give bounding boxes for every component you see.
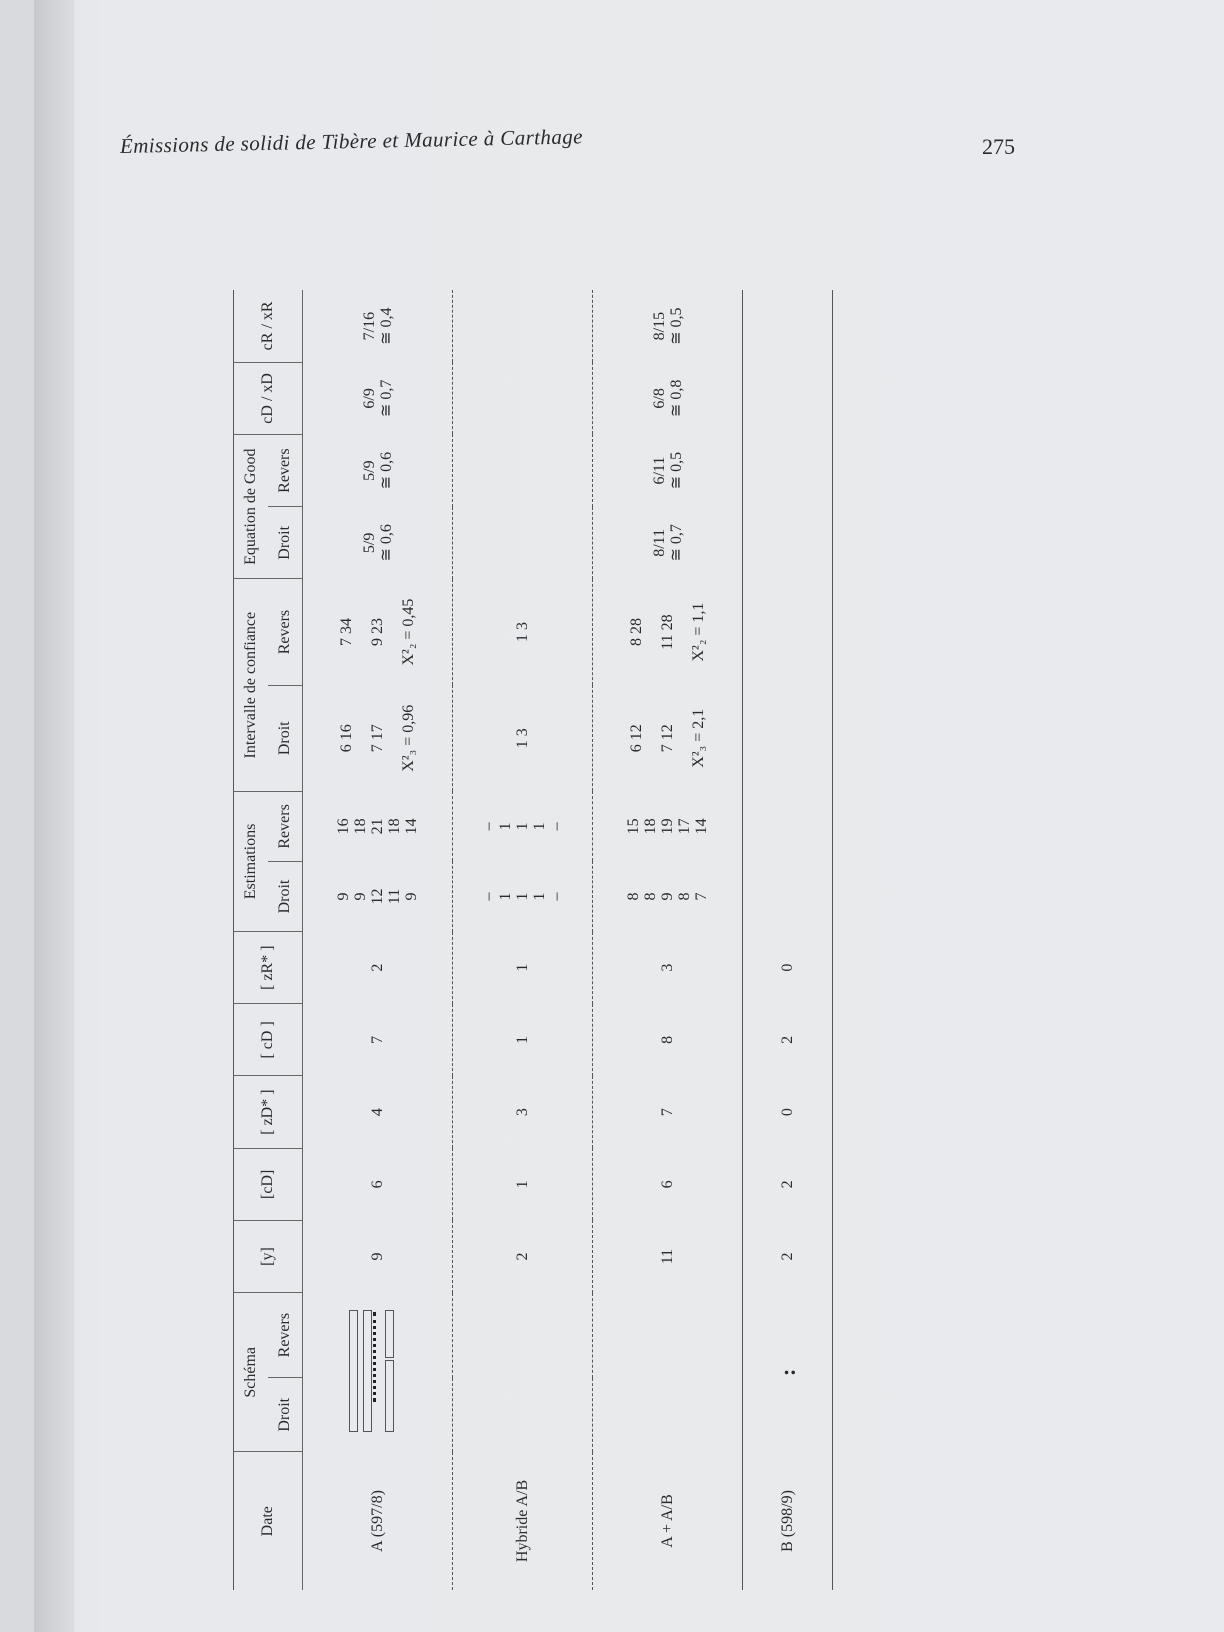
- cell-y: 9: [368, 1252, 386, 1261]
- cell-int-droit: 1 3: [453, 685, 593, 791]
- table-row: [743, 290, 833, 1590]
- col-cD: [cD]: [234, 1148, 303, 1220]
- schema-cell: [593, 1293, 743, 1452]
- row-date: B (598/9): [743, 1452, 833, 1590]
- col-cD2: [ cD ]: [234, 1004, 303, 1076]
- cell-int-revers: 7 34 9 23 X²₂ = 0,45: [338, 598, 417, 666]
- row-date: A (597/8): [368, 1490, 386, 1552]
- cell-good-droit: 8/11 ≅ 0,7: [593, 507, 743, 579]
- cell-ratio-r: 8/15 ≅ 0,5: [593, 290, 743, 362]
- col-intervalle: Intervalle de confiance: [234, 579, 269, 791]
- cell-est-revers: 16 18 21 18 14: [335, 818, 420, 835]
- cell-est-droit: 9 9 12 11 9: [335, 888, 420, 905]
- col-int-droit: Droit: [268, 685, 303, 791]
- page-gutter: [34, 0, 74, 1632]
- cell-ratio-d: 6/8 ≅ 0,8: [593, 362, 743, 434]
- cell-zD: 4: [368, 1108, 386, 1117]
- cell-zD: 3: [453, 1076, 593, 1148]
- col-ratio-r: cR / xR: [234, 290, 303, 362]
- row-date: Hybride A/B: [453, 1452, 593, 1590]
- cell-cD2: 2: [743, 1004, 833, 1076]
- cell-ratio-d: 6/9 ≅ 0,7: [360, 379, 395, 418]
- col-int-revers: Revers: [268, 579, 303, 685]
- col-schema-revers: Revers: [268, 1293, 303, 1378]
- col-y: [y]: [234, 1220, 303, 1292]
- cell-cD: 2: [743, 1148, 833, 1220]
- schema-cell: :: [743, 1293, 833, 1452]
- cell-cD: 1: [453, 1148, 593, 1220]
- cell-int-revers: 1 3: [453, 579, 593, 685]
- col-good: Equation de Good: [234, 434, 269, 578]
- cell-cD: 6: [368, 1180, 386, 1189]
- col-est-revers: Revers: [268, 791, 303, 861]
- cell-zR: 0: [743, 932, 833, 1004]
- cell-good-revers: 5/9 ≅ 0,6: [360, 451, 395, 490]
- table-row: [593, 290, 743, 1590]
- cell-est-droit: 8 8 9 8 7: [593, 861, 743, 931]
- cell-est-revers: – 1 1 1 –: [453, 791, 593, 861]
- page-number: 275: [982, 134, 1015, 159]
- cell-est-revers: 15 18 19 17 14: [593, 791, 743, 861]
- col-schema: Schéma: [234, 1293, 269, 1452]
- col-good-revers: Revers: [268, 434, 303, 506]
- cell-zR: 2: [368, 963, 386, 972]
- cell-zR: 3: [593, 932, 743, 1004]
- col-good-droit: Droit: [268, 507, 303, 579]
- cell-int-droit: 6 12 7 12 X²₃ = 2,1: [593, 685, 743, 791]
- cell-est-droit: – 1 1 1 –: [453, 861, 593, 931]
- cell-int-droit: 6 16 7 17 X²₃ = 0,96: [338, 704, 417, 772]
- table-row: [303, 290, 453, 1590]
- cell-good-revers: 6/11 ≅ 0,5: [593, 434, 743, 506]
- table-row: [453, 290, 593, 1590]
- cell-ratio-r: 7/16 ≅ 0,4: [360, 307, 395, 345]
- cell-cD2: 7: [368, 1035, 386, 1044]
- cell-y: 2: [453, 1220, 593, 1292]
- col-estimations: Estimations: [234, 791, 269, 931]
- cell-zR: 1: [453, 932, 593, 1004]
- schema-diagram: [345, 1302, 405, 1442]
- col-est-droit: Droit: [268, 861, 303, 931]
- cell-y: 11: [593, 1220, 743, 1292]
- schema-cell: [453, 1293, 593, 1452]
- cell-zD: 0: [743, 1076, 833, 1148]
- schema-cell: [303, 1293, 453, 1452]
- col-zR: [ zR* ]: [234, 932, 303, 1004]
- solidi-table: [233, 290, 834, 1590]
- col-schema-droit: Droit: [268, 1378, 303, 1452]
- rotated-data-table: [233, 290, 993, 1590]
- cell-good-droit: 5/9 ≅ 0,6: [360, 524, 395, 562]
- col-ratio-d: cD / xD: [234, 362, 303, 434]
- cell-cD2: 8: [593, 1004, 743, 1076]
- cell-zD: 7: [593, 1076, 743, 1148]
- cell-cD: 6: [593, 1148, 743, 1220]
- cell-cD2: 1: [453, 1004, 593, 1076]
- cell-int-revers: 8 28 11 28 X²₂ = 1,1: [593, 579, 743, 685]
- cell-y: 2: [743, 1220, 833, 1292]
- col-date: Date: [234, 1452, 303, 1590]
- running-head: Émissions de solidi de Tibère et Maurice à Carthage: [119, 124, 584, 158]
- row-date: A + A/B: [593, 1452, 743, 1590]
- col-zD: [ zD* ]: [234, 1076, 303, 1148]
